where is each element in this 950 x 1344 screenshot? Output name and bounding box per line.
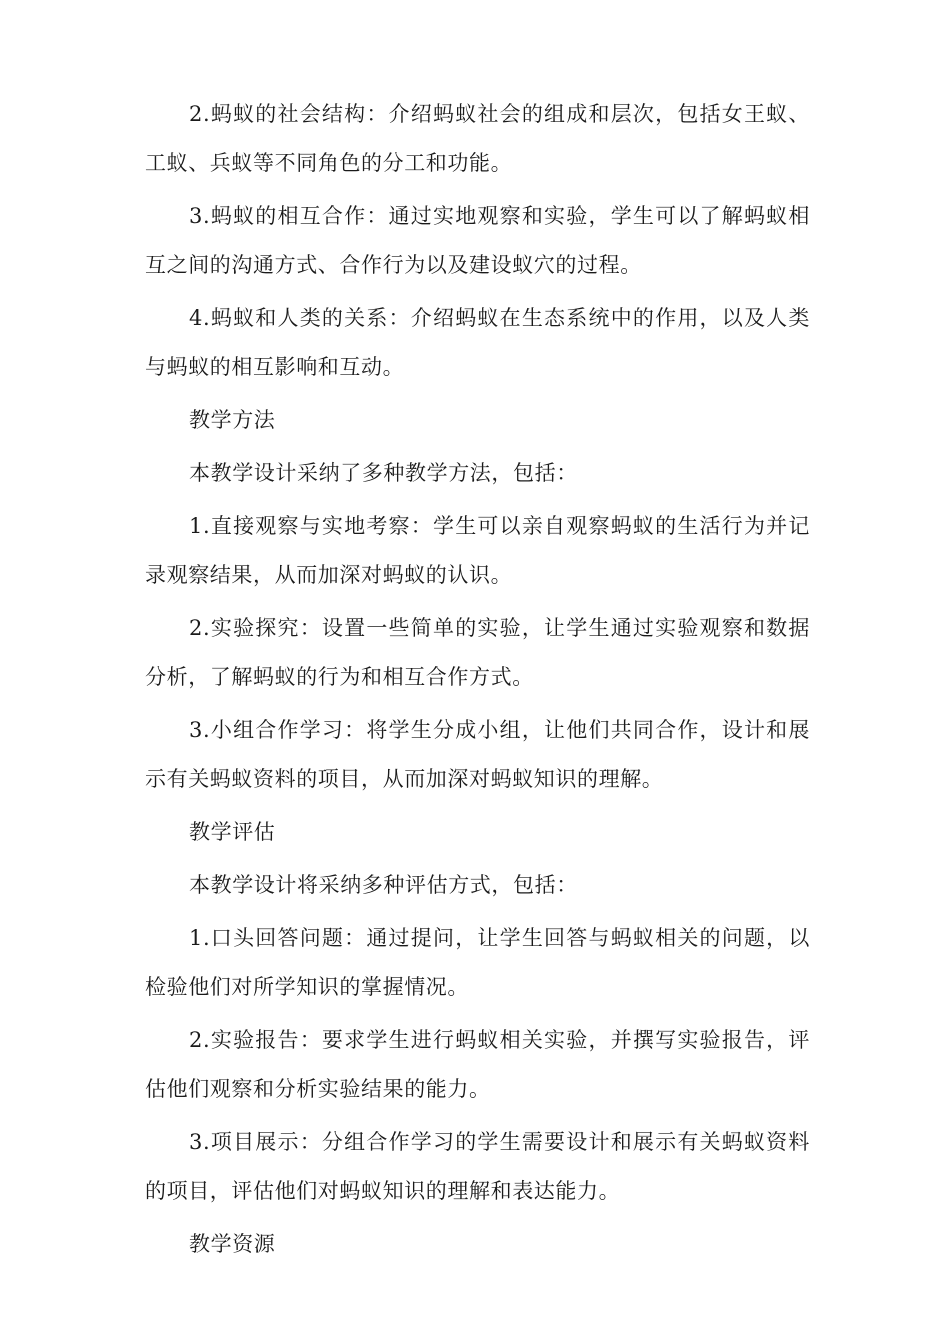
paragraph-cooperation: 3.蚂蚁的相互合作：通过实地观察和实验，学生可以了解蚂蚁相互之间的沟通方式、合作行为以及建设蚁穴的过程。 — [145, 204, 810, 277]
section-heading-evaluation: 教学评估 — [189, 820, 276, 844]
paragraph-social-structure: 2.蚂蚁的社会结构：介绍蚂蚁社会的组成和层次，包括女王蚁、工蚁、兵蚁等不同角色的分工和功能。 — [145, 102, 810, 175]
paragraph-eval-project: 3.项目展示：分组合作学习的学生需要设计和展示有关蚂蚁资料的项目，评估他们对蚂蚁知识的理解和表达能力。 — [145, 1130, 810, 1203]
paragraph-eval-oral: 1.口头回答问题：通过提问，让学生回答与蚂蚁相关的问题，以检验他们对所学知识的掌握情况。 — [145, 926, 810, 999]
section-heading-methods: 教学方法 — [189, 408, 276, 432]
section-heading-resources: 教学资源 — [189, 1232, 276, 1256]
paragraph-human-relation: 4.蚂蚁和人类的关系：介绍蚂蚁在生态系统中的作用，以及人类与蚂蚁的相互影响和互动。 — [145, 306, 810, 379]
paragraph-method-experiment: 2.实验探究：设置一些简单的实验，让学生通过实验观察和数据分析，了解蚂蚁的行为和相互合作方式。 — [145, 616, 810, 689]
paragraph-evaluation-intro: 本教学设计将采纳多种评估方式，包括： — [189, 873, 578, 897]
paragraph-methods-intro: 本教学设计采纳了多种教学方法，包括： — [189, 461, 578, 485]
paragraph-method-group: 3.小组合作学习：将学生分成小组，让他们共同合作，设计和展示有关蚂蚁资料的项目，从而加深对蚂蚁知识的理解。 — [145, 718, 810, 791]
document-body — [145, 90, 810, 1269]
paragraph-eval-report: 2.实验报告：要求学生进行蚂蚁相关实验，并撰写实验报告，评估他们观察和分析实验结果的能力。 — [145, 1028, 810, 1101]
paragraph-method-observation: 1.直接观察与实地考察：学生可以亲自观察蚂蚁的生活行为并记录观察结果，从而加深对蚂蚁的认识。 — [145, 514, 810, 587]
